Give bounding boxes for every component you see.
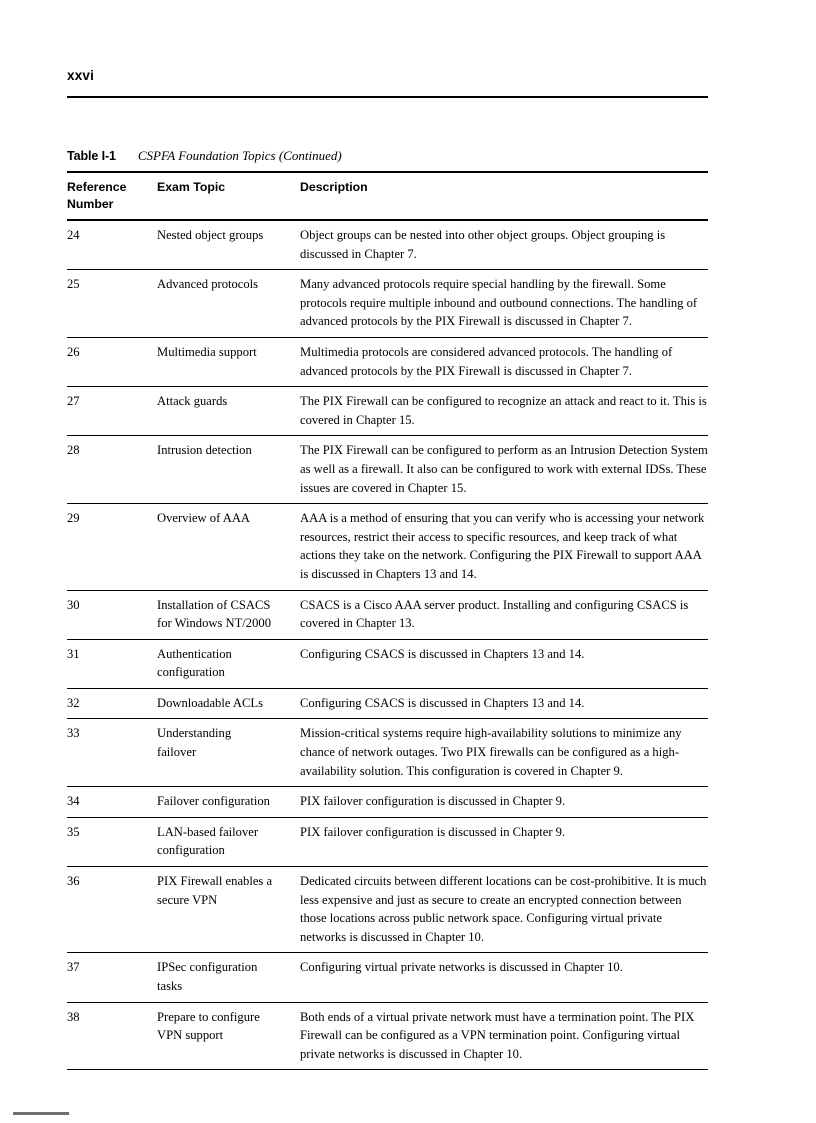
cell-reference-number: 33 bbox=[67, 719, 157, 787]
table-row bbox=[67, 867, 708, 953]
cell-description: Configuring virtual private networks is discussed in Chapter 10. bbox=[300, 953, 708, 1002]
cell-description: CSACS is a Cisco AAA server product. Installing and configuring CSACS is covered in Chapter 13. bbox=[300, 590, 708, 639]
cell-exam-topic-line: Authentication bbox=[157, 646, 232, 661]
cell-reference-number: 37 bbox=[67, 953, 157, 1002]
cell-exam-topic bbox=[157, 436, 300, 504]
page-bottom-mark bbox=[13, 1112, 69, 1115]
cell-exam-topic bbox=[157, 719, 300, 787]
running-head-rule bbox=[67, 96, 708, 98]
cell-exam-topic-line: configuration bbox=[157, 665, 225, 680]
cell-reference-number: 29 bbox=[67, 504, 157, 590]
cell-reference-number: 25 bbox=[67, 270, 157, 338]
table-row bbox=[67, 817, 708, 866]
table-row bbox=[67, 220, 708, 270]
cell-exam-topic-line: Overview of AAA bbox=[157, 511, 251, 526]
cell-reference-number: 36 bbox=[67, 867, 157, 953]
cell-exam-topic-line: Installation of CSACS bbox=[157, 597, 271, 612]
cell-exam-topic-line: Nested object groups bbox=[157, 228, 264, 242]
cell-exam-topic-line: for Windows NT/2000 bbox=[157, 616, 271, 631]
table-row bbox=[67, 590, 708, 639]
cell-exam-topic-line: Failover configuration bbox=[157, 794, 270, 809]
cell-description: Configuring CSACS is discussed in Chapters 13 and 14. bbox=[300, 639, 708, 688]
table-row bbox=[67, 688, 708, 719]
cell-description: The PIX Firewall can be configured to perform as an Intrusion Detection System as well as a firewall. It also can be configured to work with external IDSs. These issues are covered in Chapter 15. bbox=[300, 436, 708, 504]
table-row bbox=[67, 270, 708, 338]
cell-description: Mission-critical systems require high-availability solutions to minimize any chance of network outages. Two PIX firewalls can be configured as a high-availability solution. This configuration is covered in Chapter 9. bbox=[300, 719, 708, 787]
cell-reference-number: 32 bbox=[67, 688, 157, 719]
cell-description: AAA is a method of ensuring that you can verify who is accessing your network resources, restrict their access to specific resources, and keep track of what actions they take on the network. Configuring the PIX Firewall to support AAA is discussed in Chapters 13 and 14. bbox=[300, 504, 708, 590]
cell-reference-number: 34 bbox=[67, 787, 157, 818]
table-caption bbox=[67, 147, 708, 163]
cell-description: Many advanced protocols require special handling by the firewall. Some protocols require multiple inbound and outbound connections. The handling of advanced protocols by the PIX Firewall is discussed in Chapter 7. bbox=[300, 270, 708, 338]
cell-exam-topic-line: Prepare to configure bbox=[157, 1009, 260, 1024]
cell-reference-number: 27 bbox=[67, 387, 157, 436]
cell-reference-number: 30 bbox=[67, 590, 157, 639]
cell-exam-topic bbox=[157, 270, 300, 338]
table-row bbox=[67, 639, 708, 688]
cell-exam-topic bbox=[157, 387, 300, 436]
table-row bbox=[67, 787, 708, 818]
cell-reference-number: 26 bbox=[67, 337, 157, 386]
cell-reference-number: 31 bbox=[67, 639, 157, 688]
cell-exam-topic-line: Advanced protocols bbox=[157, 277, 259, 292]
cell-exam-topic bbox=[157, 688, 300, 719]
cell-exam-topic-line: Multimedia support bbox=[157, 344, 257, 359]
column-header-reference-number bbox=[67, 172, 157, 220]
cell-exam-topic-line: tasks bbox=[157, 979, 183, 993]
cell-exam-topic-line: LAN-based failover bbox=[157, 824, 259, 839]
cell-exam-topic-line: secure VPN bbox=[157, 892, 218, 907]
cell-exam-topic-line: failover bbox=[157, 745, 197, 760]
cell-description: Object groups can be nested into other object groups. Object grouping is discussed in Chapter 7. bbox=[300, 220, 708, 270]
table-body bbox=[67, 220, 708, 1070]
column-header-description: Description bbox=[300, 172, 708, 220]
cell-exam-topic bbox=[157, 953, 300, 1002]
table-header-row bbox=[67, 172, 708, 220]
column-header-exam-topic: Exam Topic bbox=[157, 172, 300, 220]
cell-description: PIX failover configuration is discussed in Chapter 9. bbox=[300, 787, 708, 818]
cell-description: Multimedia protocols are considered advanced protocols. The handling of advanced protocols by the PIX Firewall is discussed in Chapter 7. bbox=[300, 337, 708, 386]
cell-exam-topic bbox=[157, 1002, 300, 1070]
foundation-topics-table bbox=[67, 171, 708, 1070]
cell-exam-topic bbox=[157, 504, 300, 590]
table-row bbox=[67, 1002, 708, 1070]
column-header-reference-line2: Number bbox=[67, 196, 114, 211]
table-row bbox=[67, 504, 708, 590]
cell-exam-topic-line: Intrusion detection bbox=[157, 443, 252, 458]
cell-exam-topic-line: IPSec configuration bbox=[157, 960, 258, 975]
cell-exam-topic-line: Downloadable ACLs bbox=[157, 695, 263, 710]
cell-description: The PIX Firewall can be configured to recognize an attack and react to it. This is covered in Chapter 15. bbox=[300, 387, 708, 436]
cell-reference-number: 28 bbox=[67, 436, 157, 504]
cell-exam-topic bbox=[157, 337, 300, 386]
cell-exam-topic bbox=[157, 590, 300, 639]
cell-description: Dedicated circuits between different locations can be cost-prohibitive. It is much less expensive and just as secure to create an encrypted connection between those locations across public network space. Configuring virtual private networks is discussed in Chapter 10. bbox=[300, 867, 708, 953]
cell-exam-topic-line: VPN support bbox=[157, 1028, 224, 1043]
cell-exam-topic-line: configuration bbox=[157, 843, 225, 858]
column-header-reference-line1: Reference bbox=[67, 180, 127, 194]
table-caption-title: CSPFA Foundation Topics (Continued) bbox=[137, 148, 342, 163]
table-caption-label: Table I-1 bbox=[67, 149, 116, 163]
cell-reference-number: 38 bbox=[67, 1002, 157, 1070]
cell-description: Configuring CSACS is discussed in Chapters 13 and 14. bbox=[300, 688, 708, 719]
table-row bbox=[67, 337, 708, 386]
cell-exam-topic-line: PIX Firewall enables a bbox=[157, 874, 273, 889]
page-number: xxvi bbox=[67, 68, 95, 83]
table-header bbox=[67, 172, 708, 220]
cell-exam-topic bbox=[157, 639, 300, 688]
table-row bbox=[67, 436, 708, 504]
cell-reference-number: 35 bbox=[67, 817, 157, 866]
table-row bbox=[67, 387, 708, 436]
cell-exam-topic bbox=[157, 817, 300, 866]
cell-description: PIX failover configuration is discussed in Chapter 9. bbox=[300, 817, 708, 866]
cell-exam-topic bbox=[157, 867, 300, 953]
table-row bbox=[67, 953, 708, 1002]
cell-description: Both ends of a virtual private network must have a termination point. The PIX Firewall can be configured as a VPN termination point. Configuring virtual private networks is discussed in Chapter 10. bbox=[300, 1002, 708, 1070]
cell-reference-number: 24 bbox=[67, 220, 157, 270]
cell-exam-topic-line: Attack guards bbox=[157, 394, 228, 409]
cell-exam-topic bbox=[157, 787, 300, 818]
table-row bbox=[67, 719, 708, 787]
cell-exam-topic-line: Understanding bbox=[157, 726, 232, 741]
cell-exam-topic bbox=[157, 220, 300, 270]
